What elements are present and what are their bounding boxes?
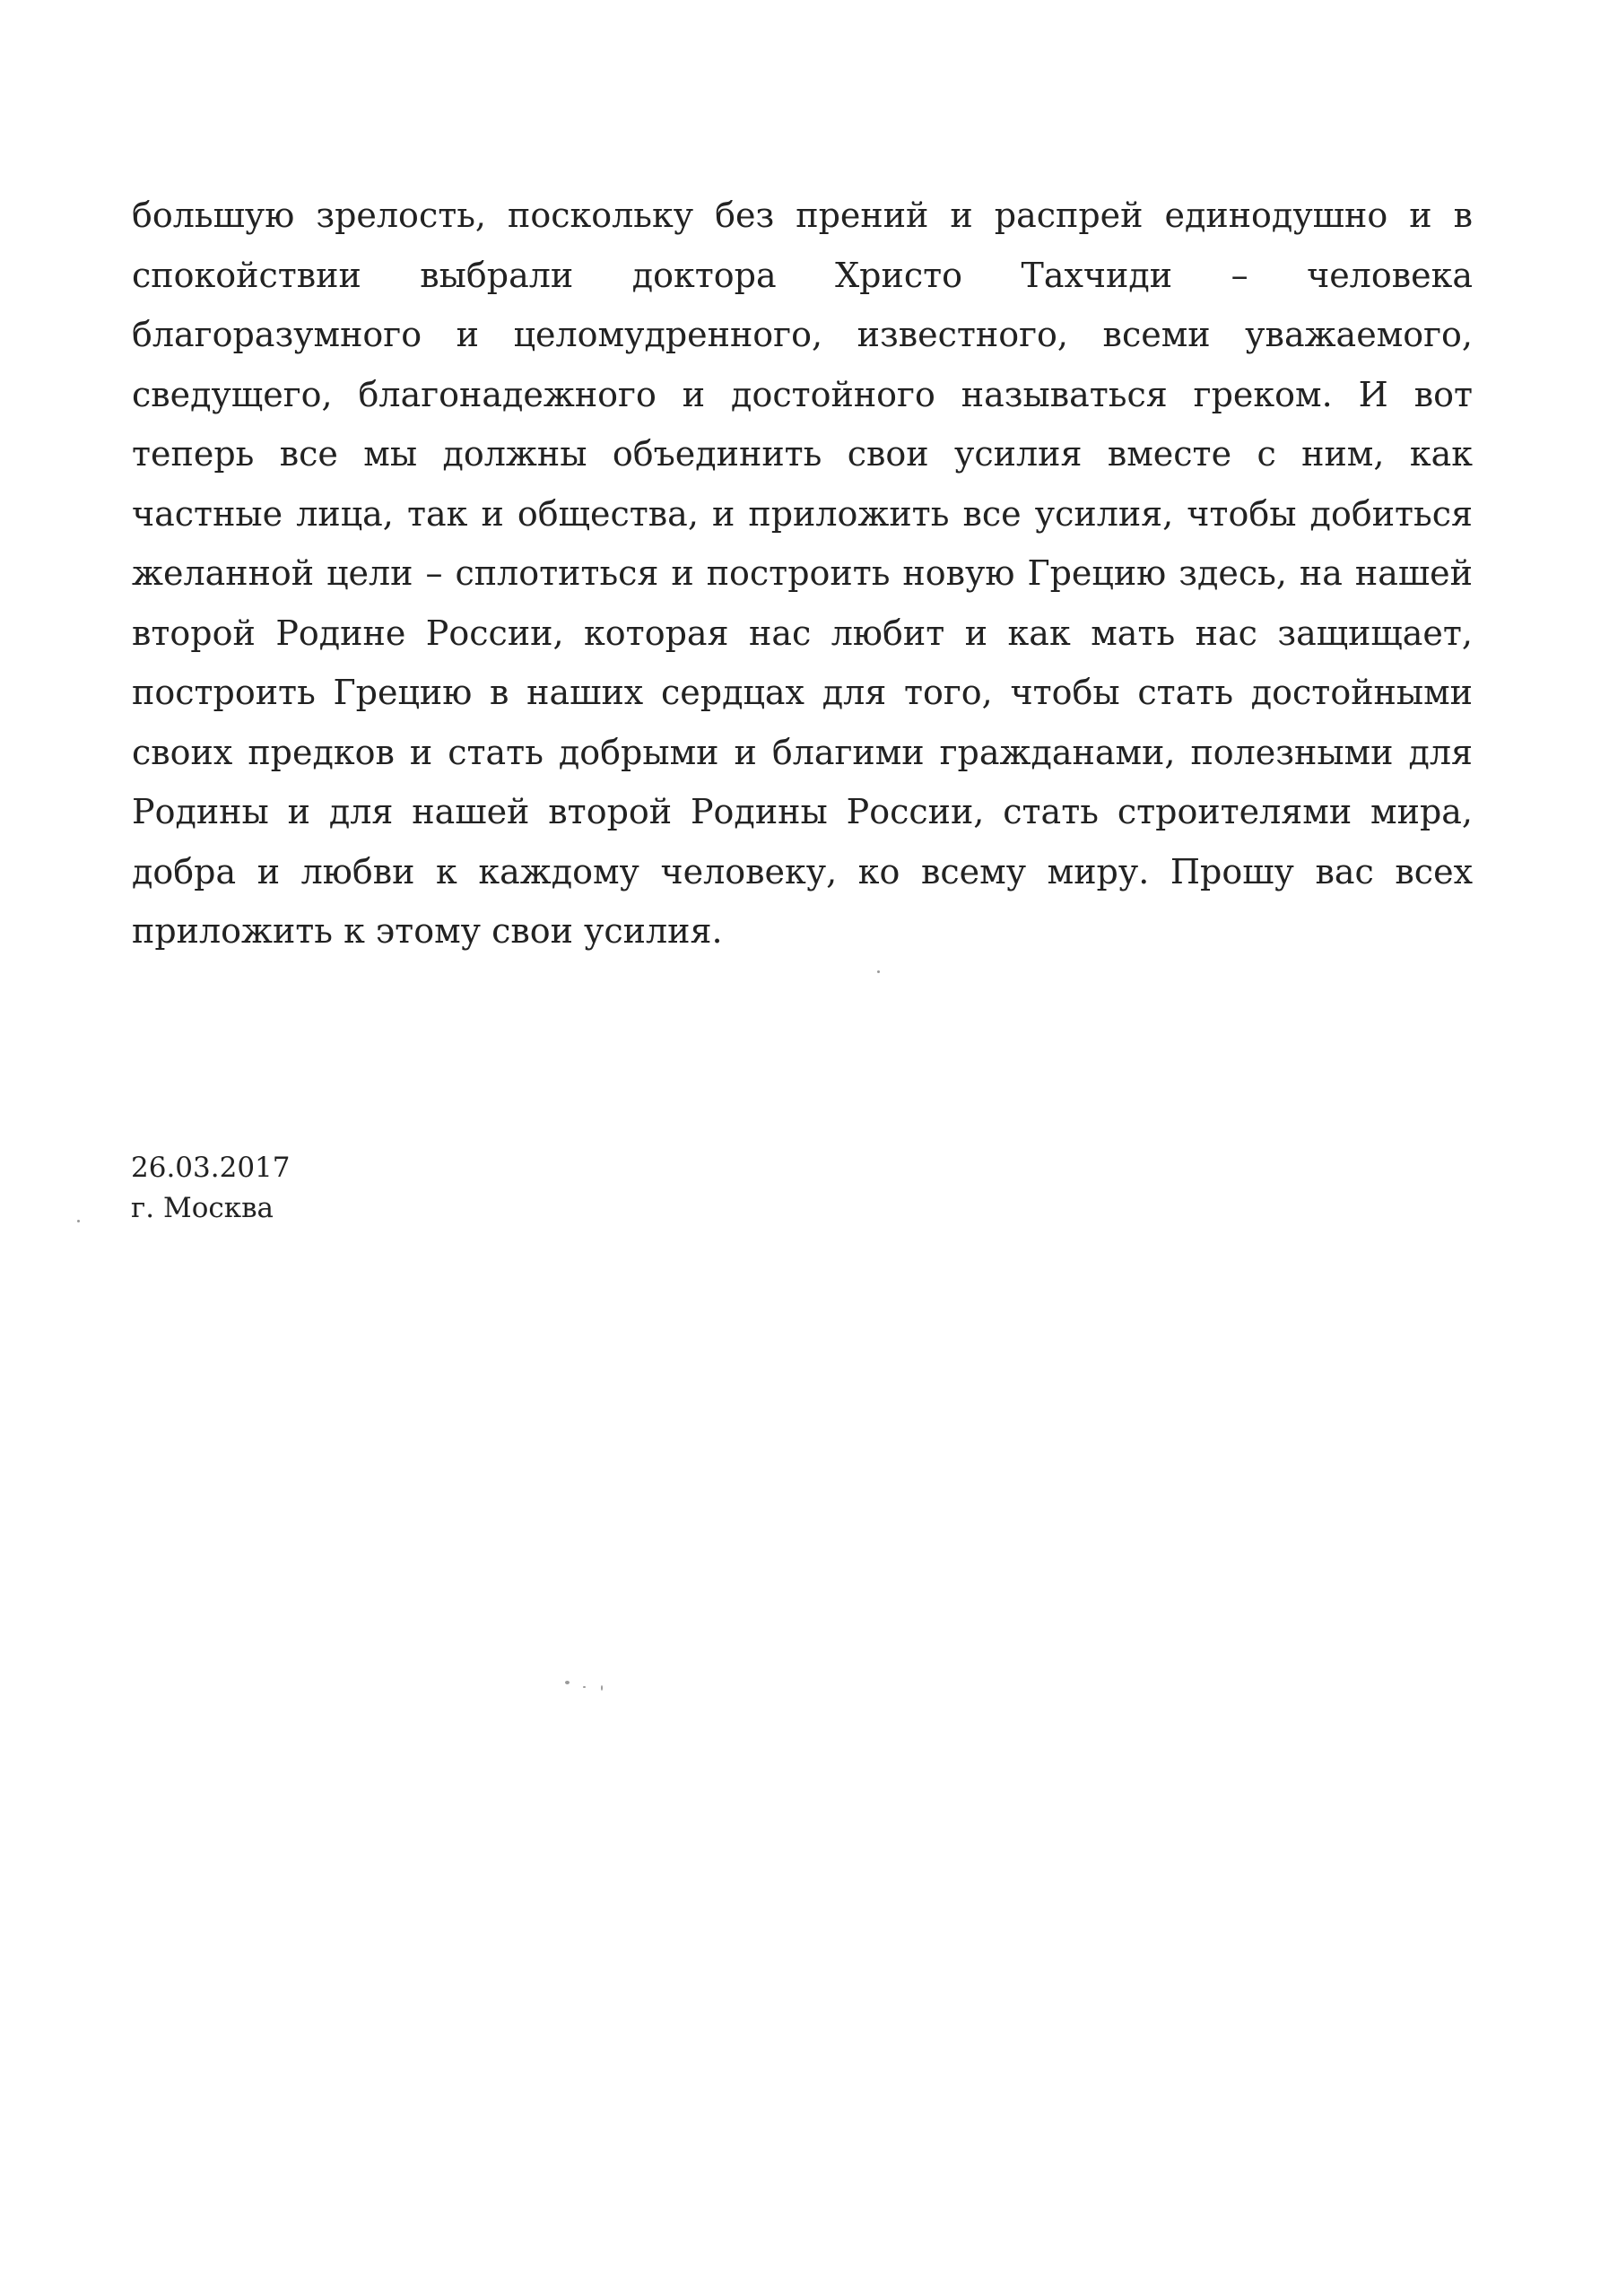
document-footer bbox=[131, 1148, 291, 1229]
document-place: г. Москва bbox=[131, 1192, 274, 1224]
scan-speck bbox=[601, 1685, 603, 1691]
text-line: своих предков и стать добрыми и благими гражданами, полезными для bbox=[132, 732, 1473, 772]
text-line: частные лица, так и общества, и приложить все усилия, чтобы добиться bbox=[132, 493, 1473, 534]
text-line: теперь все мы должны объединить свои усилия вместе с ним, как bbox=[132, 434, 1473, 474]
body-paragraph bbox=[132, 186, 1473, 961]
text-line: Родины и для нашей второй Родины России, стать строителями мира, bbox=[132, 792, 1473, 831]
text-line: приложить к этому свои усилия. bbox=[132, 911, 723, 951]
scan-speck bbox=[565, 1681, 570, 1684]
text-line: построить Грецию в наших сердцах для того, чтобы стать достойными bbox=[132, 673, 1473, 712]
text-line: второй Родине России, которая нас любит и как мать нас защищает, bbox=[132, 613, 1473, 653]
document-date: 26.03.2017 bbox=[131, 1152, 291, 1184]
scan-speck bbox=[877, 970, 880, 973]
text-line: сведущего, благонадежного и достойного называться греком. И вот bbox=[132, 374, 1473, 414]
text-line: спокойствии выбрали доктора Христо Тахчиди – человека bbox=[132, 255, 1473, 295]
text-line: добра и любви к каждому человеку, ко всему миру. Прошу вас всех bbox=[132, 851, 1473, 891]
text-line: желанной цели – сплотиться и построить новую Грецию здесь, на нашей bbox=[132, 553, 1473, 593]
scan-speck bbox=[583, 1686, 586, 1688]
text-line: большую зрелость, поскольку без прений и распрей единодушно и в bbox=[132, 196, 1473, 235]
text-line: благоразумного и целомудренного, известного, всеми уважаемого, bbox=[132, 315, 1473, 354]
scan-speck bbox=[77, 1220, 80, 1222]
